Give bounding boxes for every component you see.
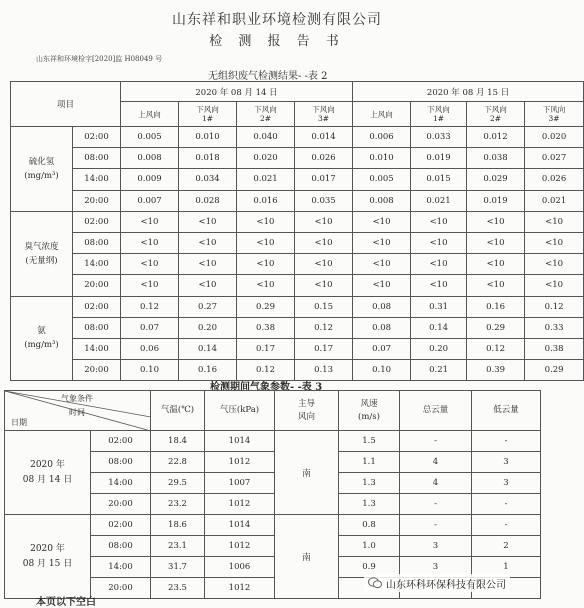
- time-cell: 14:00: [73, 254, 121, 275]
- wind-direction-cell: 南: [275, 515, 339, 599]
- table-row: [11, 317, 584, 338]
- time-cell: 20:00: [91, 578, 151, 599]
- total-cloud-cell: 3: [400, 536, 472, 557]
- weather-column-header: 总云量: [400, 391, 472, 431]
- value-cell: <10: [353, 254, 411, 275]
- value-cell: 0.08: [353, 296, 411, 317]
- diagonal-label-weather: 气象条件: [61, 394, 93, 403]
- value-cell: <10: [179, 254, 237, 275]
- value-cell: 0.14: [179, 338, 237, 359]
- temperature-cell: 29.5: [151, 473, 205, 494]
- table-row: [11, 148, 584, 169]
- footer-note: 本页以下空白: [36, 597, 96, 608]
- total-cloud-cell: 3: [400, 557, 472, 578]
- time-cell: 14:00: [73, 338, 121, 359]
- value-cell: 0.12: [237, 360, 295, 381]
- value-cell: 0.21: [411, 360, 467, 381]
- total-cloud-cell: -: [400, 431, 472, 452]
- value-cell: 0.008: [121, 148, 179, 169]
- parameter-label: 硫化氢 (mg/m³): [11, 127, 73, 212]
- weather-column-header: 风速 (m/s): [339, 391, 400, 431]
- value-cell: 0.29: [467, 317, 525, 338]
- diagonal-header: [5, 391, 151, 431]
- time-cell: 02:00: [73, 296, 121, 317]
- value-cell: 0.034: [179, 169, 237, 190]
- value-cell: 0.38: [237, 317, 295, 338]
- value-cell: 0.035: [295, 190, 353, 211]
- value-cell: 0.17: [237, 338, 295, 359]
- time-cell: 08:00: [91, 452, 151, 473]
- value-cell: 0.010: [353, 148, 411, 169]
- value-cell: 0.17: [295, 338, 353, 359]
- value-cell: 0.028: [179, 190, 237, 211]
- pressure-cell: 1012: [205, 494, 275, 515]
- position-header: 下风向 1#: [179, 102, 237, 127]
- value-cell: 0.20: [411, 338, 467, 359]
- time-cell: 08:00: [91, 536, 151, 557]
- value-cell: 0.10: [121, 360, 179, 381]
- value-cell: 0.006: [353, 127, 411, 148]
- value-cell: 0.27: [179, 296, 237, 317]
- value-cell: <10: [525, 254, 584, 275]
- value-cell: 0.020: [525, 127, 584, 148]
- value-cell: <10: [525, 232, 584, 253]
- value-cell: 0.021: [525, 190, 584, 211]
- pressure-cell: 1012: [205, 578, 275, 599]
- value-cell: 0.005: [353, 169, 411, 190]
- temperature-cell: 23.2: [151, 494, 205, 515]
- table-row: [11, 211, 584, 232]
- low-cloud-cell: 3: [472, 473, 541, 494]
- company-name: 山东祥和职业环境检测有限公司: [172, 12, 382, 28]
- value-cell: 0.12: [295, 317, 353, 338]
- value-cell: 0.019: [411, 148, 467, 169]
- value-cell: 0.007: [121, 190, 179, 211]
- date-cell: 2020 年 08 月 15 日: [5, 515, 91, 599]
- parameter-label: 氨 (mg/m³): [11, 296, 73, 381]
- table-row: [5, 515, 541, 536]
- table-row: [11, 190, 584, 211]
- total-cloud-cell: -: [400, 494, 472, 515]
- time-cell: 02:00: [73, 211, 121, 232]
- value-cell: 0.012: [467, 127, 525, 148]
- time-cell: 14:00: [73, 169, 121, 190]
- pressure-cell: 1012: [205, 536, 275, 557]
- date-cell: 2020 年 08 月 14 日: [5, 431, 91, 515]
- value-cell: <10: [121, 211, 179, 232]
- value-cell: <10: [121, 254, 179, 275]
- position-header: 下风向 2#: [237, 102, 295, 127]
- time-cell: 08:00: [73, 232, 121, 253]
- low-cloud-cell: 2: [472, 536, 541, 557]
- value-cell: 0.07: [121, 317, 179, 338]
- value-cell: 0.06: [121, 338, 179, 359]
- pressure-cell: 1006: [205, 557, 275, 578]
- time-cell: 08:00: [73, 317, 121, 338]
- time-cell: 20:00: [73, 190, 121, 211]
- value-cell: 0.13: [295, 360, 353, 381]
- value-cell: <10: [237, 232, 295, 253]
- time-cell: 20:00: [91, 494, 151, 515]
- value-cell: 0.008: [353, 190, 411, 211]
- value-cell: 0.33: [525, 317, 584, 338]
- time-cell: 02:00: [91, 431, 151, 452]
- value-cell: <10: [295, 254, 353, 275]
- value-cell: <10: [237, 211, 295, 232]
- total-cloud-cell: 4: [400, 452, 472, 473]
- wind-speed-cell: 0.8: [339, 515, 400, 536]
- table3-title: 检测期间气象参数- -表 3: [210, 382, 323, 393]
- temperature-cell: 23.1: [151, 536, 205, 557]
- value-cell: 0.20: [179, 317, 237, 338]
- value-cell: <10: [295, 211, 353, 232]
- value-cell: 0.08: [353, 317, 411, 338]
- wind-speed-cell: 1.3: [339, 494, 400, 515]
- value-cell: 0.31: [411, 296, 467, 317]
- value-cell: 0.029: [467, 169, 525, 190]
- pressure-cell: 1007: [205, 473, 275, 494]
- value-cell: 0.020: [237, 148, 295, 169]
- total-cloud-cell: -: [400, 515, 472, 536]
- position-header: 下风向 2#: [467, 102, 525, 127]
- table-row: [11, 338, 584, 359]
- low-cloud-cell: 3: [472, 452, 541, 473]
- table-row: [11, 296, 584, 317]
- value-cell: <10: [411, 211, 467, 232]
- time-cell: 20:00: [73, 275, 121, 296]
- weather-parameters-table: [4, 390, 541, 599]
- value-cell: 0.16: [467, 296, 525, 317]
- value-cell: 0.29: [237, 296, 295, 317]
- wind-speed-cell: 1.0: [339, 536, 400, 557]
- wechat-icon: [368, 577, 382, 589]
- table-row: [11, 232, 584, 253]
- value-cell: 0.014: [295, 127, 353, 148]
- value-cell: 0.10: [353, 360, 411, 381]
- weather-column-header: 气温(℃): [151, 391, 205, 431]
- watermark-text: 山东环科环保科技有限公司: [386, 579, 506, 591]
- time-cell: 02:00: [91, 515, 151, 536]
- item-header: 项目: [11, 82, 121, 127]
- value-cell: <10: [525, 211, 584, 232]
- pressure-cell: 1014: [205, 431, 275, 452]
- value-cell: 0.019: [467, 190, 525, 211]
- value-cell: 0.16: [179, 360, 237, 381]
- value-cell: 0.12: [525, 296, 584, 317]
- exhaust-gas-results-table: [10, 81, 584, 381]
- temperature-cell: 22.8: [151, 452, 205, 473]
- value-cell: <10: [121, 275, 179, 296]
- value-cell: 0.12: [121, 296, 179, 317]
- value-cell: <10: [353, 211, 411, 232]
- value-cell: <10: [295, 232, 353, 253]
- value-cell: 0.021: [411, 190, 467, 211]
- value-cell: <10: [179, 211, 237, 232]
- value-cell: <10: [411, 254, 467, 275]
- value-cell: 0.15: [295, 296, 353, 317]
- value-cell: 0.009: [121, 169, 179, 190]
- pressure-cell: 1014: [205, 515, 275, 536]
- position-header: 上风向: [121, 102, 179, 127]
- value-cell: <10: [353, 232, 411, 253]
- value-cell: 0.010: [179, 127, 237, 148]
- time-cell: 14:00: [91, 557, 151, 578]
- value-cell: 0.040: [237, 127, 295, 148]
- value-cell: <10: [295, 275, 353, 296]
- value-cell: 0.018: [179, 148, 237, 169]
- temperature-cell: 18.4: [151, 431, 205, 452]
- report-number: 山东祥和环境检字[2020]监 H08049 号: [36, 55, 163, 63]
- value-cell: <10: [179, 275, 237, 296]
- value-cell: 0.39: [467, 360, 525, 381]
- wind-speed-cell: 1.5: [339, 431, 400, 452]
- wind-speed-cell: 0.9: [339, 557, 400, 578]
- position-header: 上风向: [353, 102, 411, 127]
- wind-speed-cell: 1.1: [339, 452, 400, 473]
- value-cell: <10: [467, 254, 525, 275]
- low-cloud-cell: -: [472, 515, 541, 536]
- value-cell: 0.07: [353, 338, 411, 359]
- wind-direction-cell: 南: [275, 431, 339, 515]
- temperature-cell: 18.6: [151, 515, 205, 536]
- value-cell: 0.038: [467, 148, 525, 169]
- value-cell: 0.14: [411, 317, 467, 338]
- table-row: [11, 127, 584, 148]
- position-header: 下风向 3#: [525, 102, 584, 127]
- pressure-cell: 1012: [205, 452, 275, 473]
- diagonal-label-time: 时间: [69, 408, 85, 417]
- position-header: 下风向 3#: [295, 102, 353, 127]
- time-cell: 02:00: [73, 127, 121, 148]
- table-row: [5, 431, 541, 452]
- table-row: [11, 169, 584, 190]
- value-cell: <10: [121, 232, 179, 253]
- value-cell: <10: [467, 211, 525, 232]
- value-cell: 0.015: [411, 169, 467, 190]
- value-cell: 0.016: [237, 190, 295, 211]
- weather-column-header: 主导 风向: [275, 391, 339, 431]
- position-header: 下风向 1#: [411, 102, 467, 127]
- table2-title: 无组织废气检测结果- -表 2: [208, 71, 328, 82]
- time-cell: 14:00: [91, 473, 151, 494]
- date-header: 2020 年 08 月 14 日: [121, 82, 353, 102]
- value-cell: <10: [467, 275, 525, 296]
- value-cell: 0.027: [525, 148, 584, 169]
- value-cell: <10: [467, 232, 525, 253]
- low-cloud-cell: -: [472, 494, 541, 515]
- time-cell: 08:00: [73, 148, 121, 169]
- date-header: 2020 年 08 月 15 日: [353, 82, 584, 102]
- value-cell: <10: [411, 232, 467, 253]
- value-cell: <10: [237, 275, 295, 296]
- value-cell: <10: [525, 275, 584, 296]
- watermark: [364, 574, 510, 592]
- value-cell: <10: [179, 232, 237, 253]
- report-title: 检 测 报 告 书: [209, 34, 345, 49]
- weather-column-header: 气压(kPa): [205, 391, 275, 431]
- diagonal-label-date: 日期: [11, 418, 27, 427]
- value-cell: 0.021: [237, 169, 295, 190]
- time-cell: 20:00: [73, 360, 121, 381]
- low-cloud-cell: 1: [472, 557, 541, 578]
- value-cell: 0.12: [467, 338, 525, 359]
- wind-speed-cell: 1.3: [339, 473, 400, 494]
- table-row: [11, 275, 584, 296]
- value-cell: 0.29: [525, 360, 584, 381]
- parameter-label: 臭气浓度 (无量纲): [11, 211, 73, 296]
- value-cell: 0.033: [411, 127, 467, 148]
- value-cell: 0.017: [295, 169, 353, 190]
- value-cell: 0.026: [525, 169, 584, 190]
- value-cell: 0.005: [121, 127, 179, 148]
- low-cloud-cell: -: [472, 431, 541, 452]
- value-cell: <10: [237, 254, 295, 275]
- table-row: [11, 254, 584, 275]
- temperature-cell: 23.5: [151, 578, 205, 599]
- value-cell: <10: [353, 275, 411, 296]
- value-cell: 0.026: [295, 148, 353, 169]
- value-cell: 0.38: [525, 338, 584, 359]
- total-cloud-cell: 4: [400, 473, 472, 494]
- weather-column-header: 低云量: [472, 391, 541, 431]
- value-cell: <10: [411, 275, 467, 296]
- temperature-cell: 31.7: [151, 557, 205, 578]
